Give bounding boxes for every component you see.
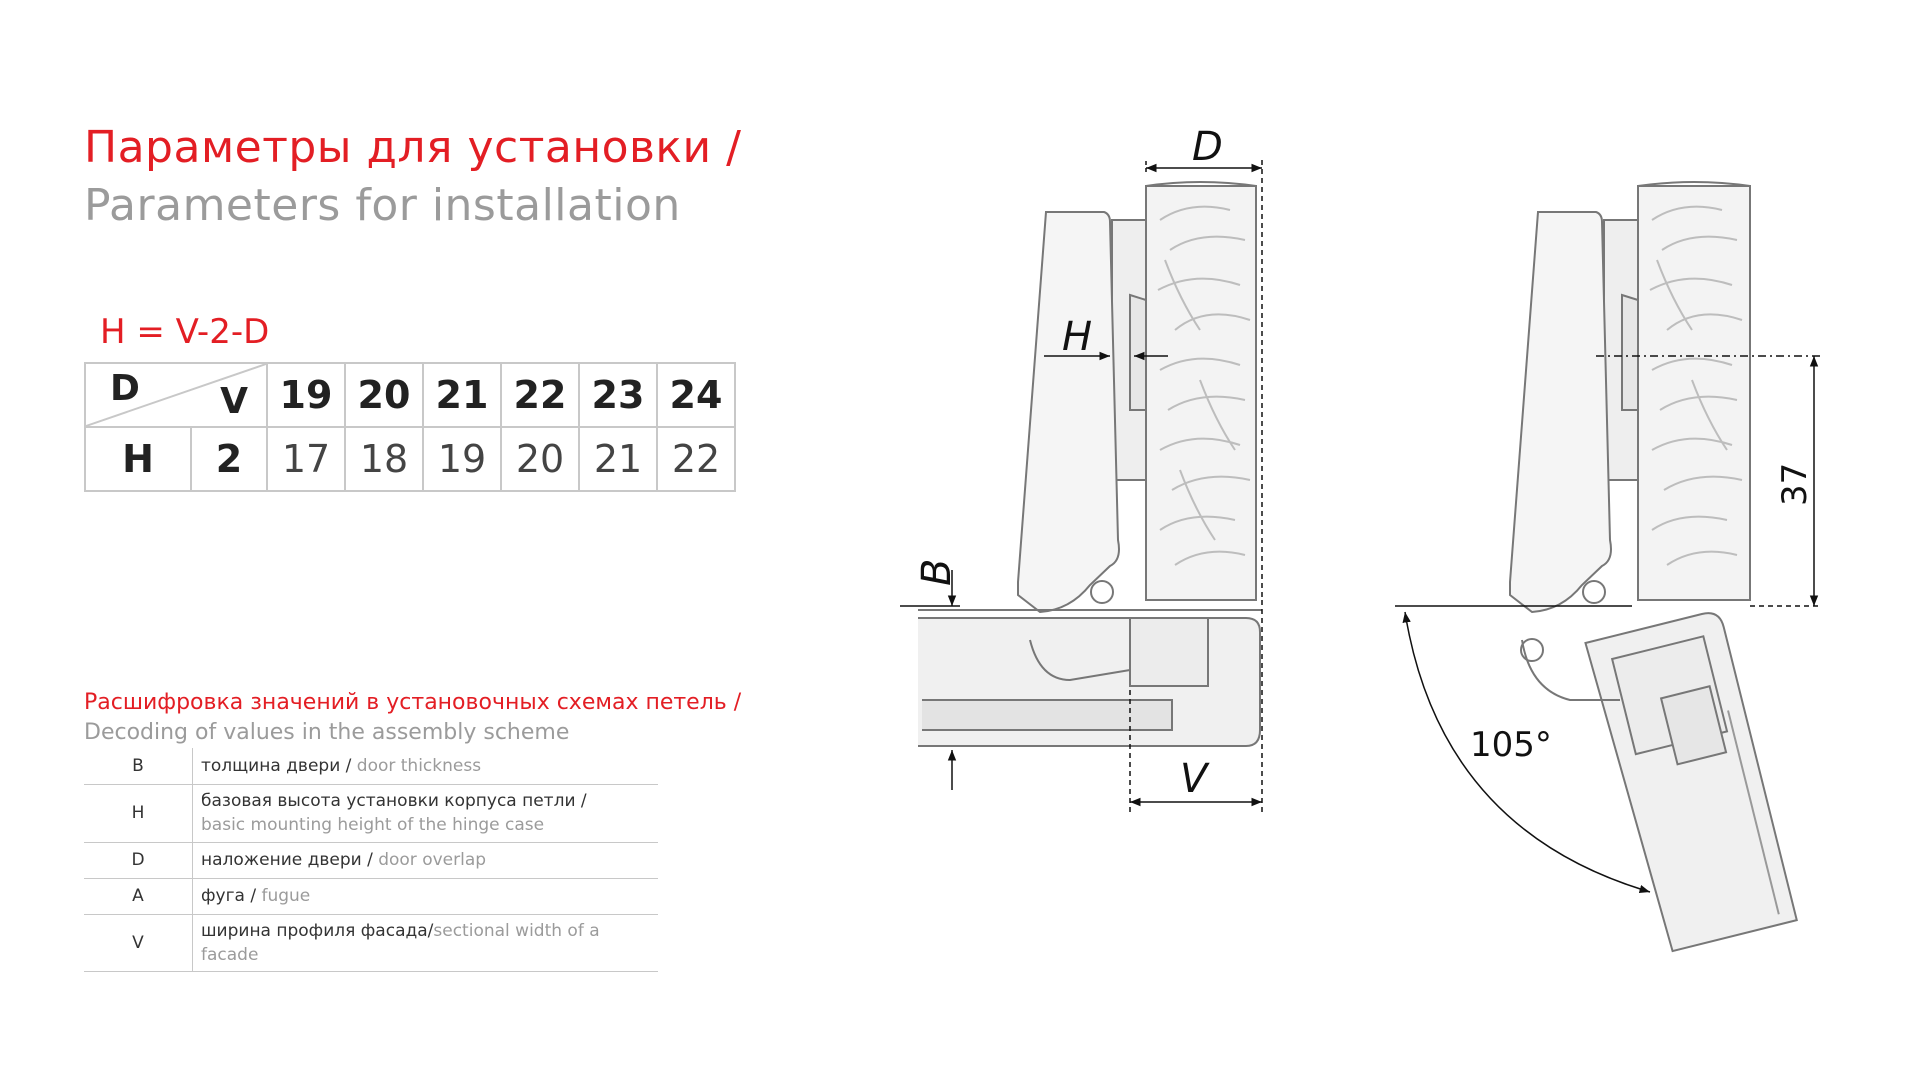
legend-key: A [84, 878, 193, 914]
legend-title-russian: Расшифровка значений в установочных схемах петель / [84, 690, 742, 715]
v-value-cell: 20 [345, 363, 423, 427]
legend-en-text: fugue [261, 886, 311, 906]
legend-en-text: basic mounting height of the hinge case [201, 815, 545, 835]
hinge-cup [1130, 618, 1208, 686]
hinge-pivot-right [1583, 581, 1605, 603]
h-value-cell: 21 [579, 427, 657, 491]
v-value-cell: 22 [501, 363, 579, 427]
h-value-cell: 19 [423, 427, 501, 491]
legend-title-english: Decoding of values in the assembly scheme [84, 720, 570, 745]
legend-ru-text: базовая высота установки корпуса петли / [201, 791, 587, 811]
v-value-cell: 24 [657, 363, 735, 427]
h-value-cell: 22 [657, 427, 735, 491]
open-hinge-diagram [1395, 182, 1822, 954]
h-value-cell: 20 [501, 427, 579, 491]
cabinet-panel [1146, 182, 1256, 600]
label-d: D [1192, 124, 1223, 170]
hinge-arm-right [1510, 212, 1611, 612]
opened-door [1585, 610, 1796, 954]
v-value-cell: 23 [579, 363, 657, 427]
h-value-cell: 18 [345, 427, 423, 491]
door-groove [922, 700, 1172, 730]
corner-label-d: D [110, 368, 140, 409]
title-russian: Параметры для установки / [84, 122, 742, 173]
hinge-pivot [1091, 581, 1113, 603]
plate-clip-right [1622, 295, 1638, 410]
label-37: 37 [1775, 462, 1815, 506]
legend-ru-text: фуга / [201, 886, 262, 906]
legend-key: H [84, 784, 193, 842]
v-value-cell: 21 [423, 363, 501, 427]
legend-en-text: sectional width of a facade [201, 920, 600, 965]
label-h: H [1062, 314, 1093, 360]
closed-hinge-diagram [900, 124, 1262, 812]
label-angle: 105° [1470, 725, 1552, 765]
legend-key: D [84, 842, 193, 878]
title-english: Parameters for installation [84, 180, 681, 231]
label-b: B [914, 558, 960, 586]
h-label-cell: H [85, 427, 191, 491]
corner-label-v: V [220, 381, 248, 422]
legend-en-text: door overlap [378, 850, 487, 870]
formula: H = V-2-D [100, 312, 270, 352]
legend-key: B [84, 748, 193, 784]
legend-ru-text: толщина двери / [201, 755, 357, 776]
legend-ru-text: наложение двери / [201, 850, 379, 870]
constant-cell: 2 [191, 427, 267, 491]
label-v: V [1180, 756, 1208, 802]
legend-en-text: door thickness [356, 755, 482, 776]
plate-clip [1130, 295, 1146, 410]
legend-key: V [84, 914, 193, 971]
h-value-cell: 17 [267, 427, 345, 491]
v-value-cell: 19 [267, 363, 345, 427]
cabinet-panel-right [1638, 182, 1750, 600]
hinge-arm [1018, 212, 1119, 612]
legend-ru-text: ширина профиля фасада/ [201, 920, 434, 941]
